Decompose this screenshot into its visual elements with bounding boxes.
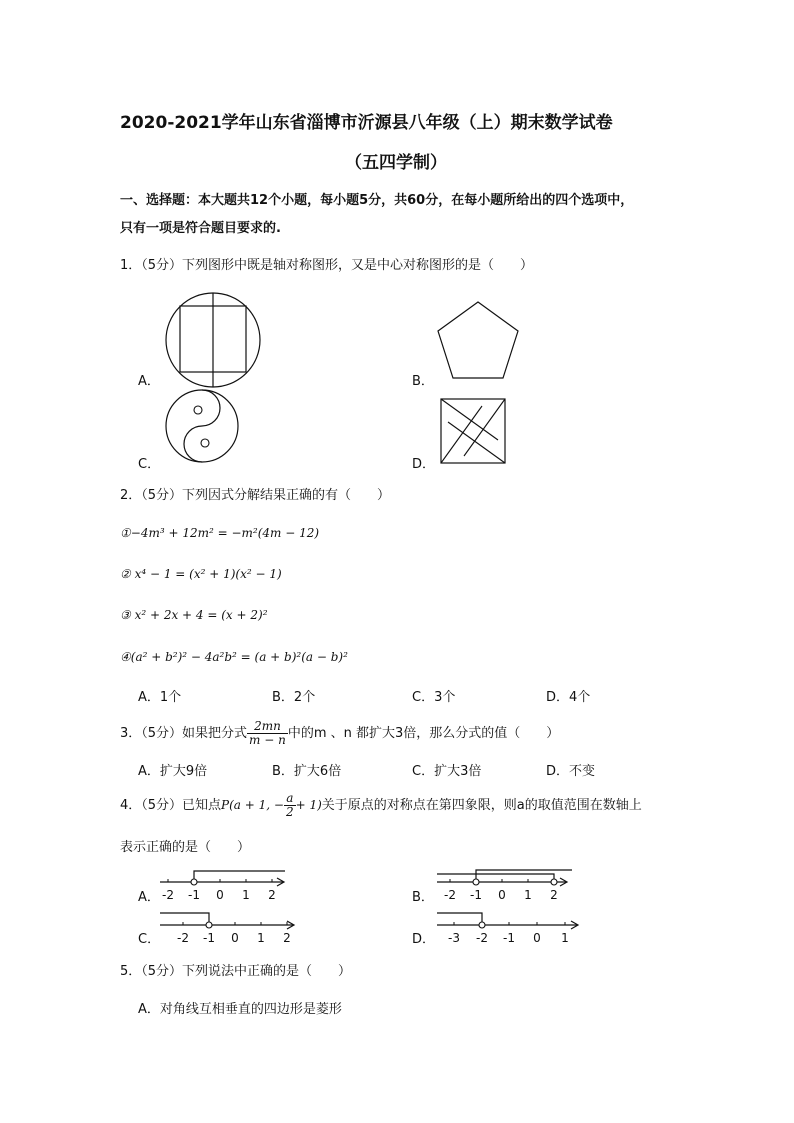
q4-point-b: + 1) bbox=[295, 798, 322, 812]
q4-d-tick-4: 0 bbox=[533, 931, 541, 945]
q3-option-d: D．不变 bbox=[546, 764, 596, 779]
q2-option-c: C．3个 bbox=[412, 690, 456, 705]
q5-stem: 5．（5分）下列说法中正确的是（ ） bbox=[120, 964, 352, 979]
q3-stem-before: 3．（5分）如果把分式 bbox=[120, 726, 248, 741]
q2-item-4: ④(a² + b²)² − 4a²b² = (a + b)²(a − b)² bbox=[120, 650, 348, 664]
q1-option-a-label: A． bbox=[138, 374, 160, 389]
q3-option-a: A．扩大9倍 bbox=[138, 764, 208, 779]
q4-b-tick-5: 2 bbox=[550, 888, 558, 902]
q4-a-tick-4: 1 bbox=[242, 888, 250, 902]
q2-option-a: A．1个 bbox=[138, 690, 182, 705]
q4-stem-line2: 表示正确的是（ ） bbox=[120, 840, 251, 855]
doc-title-line2: （五四学制） bbox=[345, 153, 447, 173]
q4-stem-before: 4．（5分）已知点 bbox=[120, 798, 222, 813]
q4-c-tick-1: -2 bbox=[177, 931, 189, 945]
q4-b-tick-1: -2 bbox=[444, 888, 456, 902]
q4-b-tick-4: 1 bbox=[524, 888, 532, 902]
q4-a-tick-2: -1 bbox=[188, 888, 200, 902]
q2-item-3: ③ x² + 2x + 4 = (x + 2)² bbox=[120, 608, 268, 622]
q2-item-2: ② x⁴ − 1 = (x² + 1)(x² − 1) bbox=[120, 567, 282, 581]
q3-stem bbox=[120, 720, 559, 747]
q4-stem-after: 关于原点的对称点在第四象限，则a的取值范围在数轴上 bbox=[321, 798, 642, 813]
q4-option-d-label: D． bbox=[412, 932, 436, 947]
doc-title-line1: 2020-2021学年山东省淄博市沂源县八年级（上）期末数学试卷 bbox=[120, 113, 613, 133]
q4-c-tick-4: 1 bbox=[257, 931, 265, 945]
q4-point-fraction-num: a bbox=[284, 792, 296, 806]
q4-numberline-c bbox=[155, 908, 305, 948]
q1-figure-c-yinyang bbox=[160, 388, 250, 468]
q4-b-tick-3: 0 bbox=[498, 888, 506, 902]
q2-option-b: B．2个 bbox=[272, 690, 316, 705]
q2-option-d: D．4个 bbox=[546, 690, 591, 705]
q4-option-b-label: B． bbox=[412, 890, 434, 905]
q5-option-a: A．对角线互相垂直的四边形是菱形 bbox=[138, 1002, 342, 1017]
q4-option-a-label: A． bbox=[138, 890, 160, 905]
q1-figure-a-circle-rectangle bbox=[160, 290, 270, 390]
q4-stem bbox=[120, 792, 642, 819]
q4-option-c-label: C． bbox=[138, 932, 161, 947]
q1-stem: 1．（5分）下列图形中既是轴对称图形，又是中心对称图形的是（ ） bbox=[120, 258, 534, 273]
section-header-line1: 一、选择题：本大题共12个小题，每小题5分，共60分，在每小题所给出的四个选项中， bbox=[120, 193, 634, 208]
q3-option-b: B．扩大6倍 bbox=[272, 764, 342, 779]
q4-point-a: P(a + 1, − bbox=[221, 798, 284, 812]
q3-stem-after: 中的m 、n 都扩大3倍，那么分式的值（ ） bbox=[287, 726, 560, 741]
q4-c-tick-5: 2 bbox=[283, 931, 291, 945]
q2-stem: 2．（5分）下列因式分解结果正确的有（ ） bbox=[120, 488, 391, 503]
q4-point-fraction bbox=[284, 792, 296, 819]
q3-option-c: C．扩大3倍 bbox=[412, 764, 482, 779]
q2-item-1: ①−4m³ + 12m² = −m²(4m − 12) bbox=[120, 526, 320, 540]
q1-option-b-label: B． bbox=[412, 374, 434, 389]
section-header-line2: 只有一项是符合题目要求的. bbox=[120, 221, 281, 236]
q1-figure-d-square-pinwheel bbox=[438, 396, 510, 468]
q3-fraction-numerator: 2mn bbox=[247, 720, 288, 734]
q4-numberline-d bbox=[432, 908, 587, 948]
q4-a-tick-1: -2 bbox=[162, 888, 174, 902]
q4-d-tick-3: -1 bbox=[503, 931, 515, 945]
q3-fraction bbox=[247, 720, 288, 747]
q4-numberline-b bbox=[432, 866, 582, 906]
q1-option-d-label: D． bbox=[412, 457, 436, 472]
q4-d-tick-1: -3 bbox=[448, 931, 460, 945]
q4-b-tick-2: -1 bbox=[470, 888, 482, 902]
q4-c-tick-2: -1 bbox=[203, 931, 215, 945]
q1-figure-b-pentagon bbox=[434, 298, 524, 388]
q4-a-tick-3: 0 bbox=[216, 888, 224, 902]
q4-point-fraction-den: 2 bbox=[285, 805, 294, 819]
q4-d-tick-5: 1 bbox=[561, 931, 569, 945]
q4-numberline-a bbox=[155, 868, 295, 906]
q1-option-c-label: C． bbox=[138, 457, 161, 472]
q3-fraction-denominator: m − n bbox=[249, 733, 286, 747]
q4-a-tick-5: 2 bbox=[268, 888, 276, 902]
q4-c-tick-3: 0 bbox=[231, 931, 239, 945]
q4-d-tick-2: -2 bbox=[476, 931, 488, 945]
